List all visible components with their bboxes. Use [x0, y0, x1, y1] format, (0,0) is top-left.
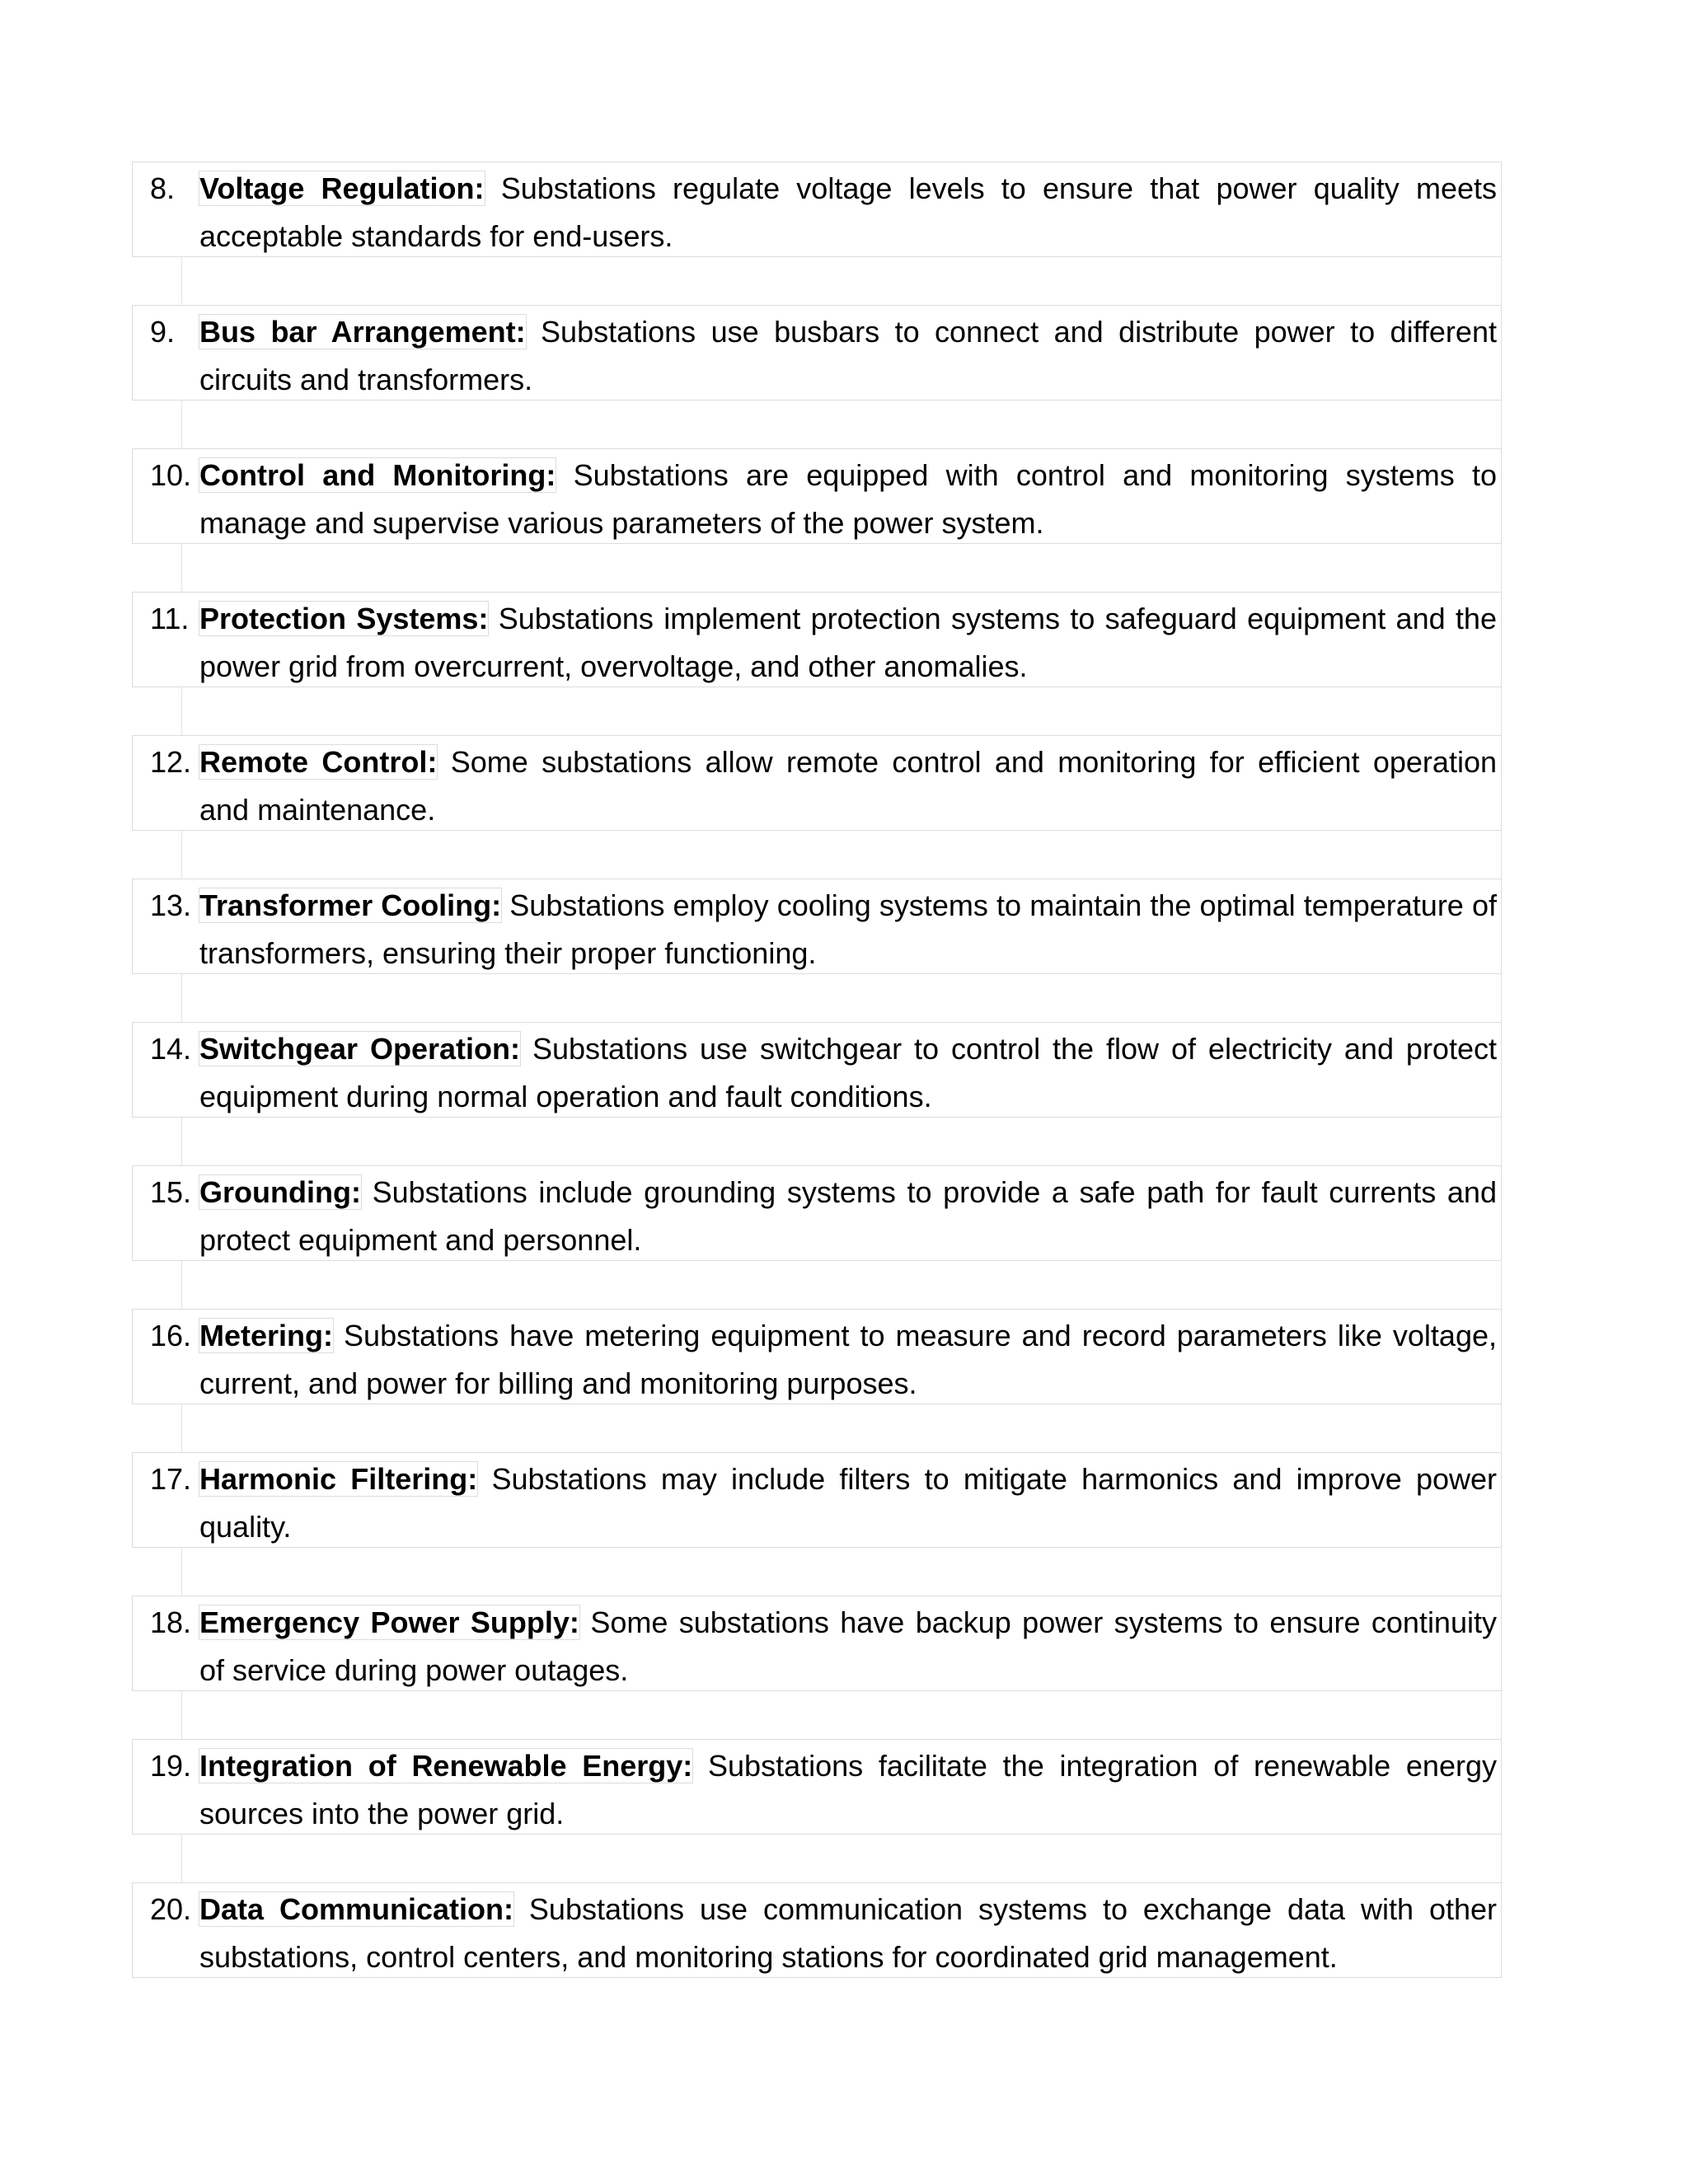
- list-item: [132, 1022, 1502, 1118]
- item-label: Emergency Power Supply:: [199, 1605, 579, 1639]
- item-description: Substations are equipped with control and monitoring systems to manage and supervise various parameters of the power system.: [199, 458, 1497, 540]
- list-item: [132, 879, 1502, 974]
- item-description: Some substations have backup power systems to ensure continuity of service during power outages.: [199, 1605, 1497, 1687]
- item-label: Bus bar Arrangement:: [199, 315, 526, 349]
- item-description: Substations facilitate the integration of renewable energy sources into the power grid.: [199, 1749, 1497, 1830]
- item-text: [199, 165, 1497, 260]
- item-spacer: [181, 1404, 1502, 1452]
- item-description: Substations use busbars to connect and distribute power to different circuits and transformers.: [199, 315, 1497, 396]
- item-text: [199, 1169, 1497, 1264]
- item-spacer: [181, 401, 1502, 448]
- item-text: [199, 882, 1497, 977]
- item-label: Grounding:: [199, 1175, 361, 1209]
- item-number: 15.: [150, 1175, 192, 1209]
- list-item: [132, 1309, 1502, 1404]
- item-description: Substations have metering equipment to measure and record parameters like voltage, current, and power for billing and monitoring purposes.: [199, 1319, 1497, 1400]
- item-text: [199, 1599, 1497, 1694]
- item-spacer: [181, 1548, 1502, 1596]
- item-label: Protection Systems:: [199, 602, 489, 635]
- list-item: [132, 592, 1502, 687]
- list-item: [132, 448, 1502, 544]
- item-number: 8.: [150, 171, 176, 205]
- item-text: [199, 452, 1497, 547]
- item-label: Metering:: [199, 1319, 333, 1352]
- item-label: Remote Control:: [199, 745, 438, 779]
- item-text: [199, 1025, 1497, 1121]
- item-description: Substations implement protection systems to safeguard equipment and the power grid from overcurrent, overvoltage, and other anomalies.: [199, 602, 1497, 683]
- item-spacer: [181, 1691, 1502, 1739]
- numbered-list: [132, 162, 1502, 2026]
- item-description: Substations may include filters to mitigate harmonics and improve power quality.: [199, 1462, 1497, 1544]
- item-number: 13.: [150, 888, 192, 922]
- item-text: [199, 1742, 1497, 1838]
- item-number: 9.: [150, 315, 176, 349]
- item-label: Control and Monitoring:: [199, 458, 556, 492]
- item-number: 17.: [150, 1462, 192, 1496]
- item-spacer: [181, 544, 1502, 592]
- item-label: Harmonic Filtering:: [199, 1462, 478, 1496]
- item-number: 18.: [150, 1605, 192, 1639]
- list-item: [132, 1596, 1502, 1691]
- item-spacer: [181, 974, 1502, 1022]
- item-description: Substations regulate voltage levels to ensure that power quality meets acceptable standards for end-users.: [199, 171, 1497, 253]
- item-description: Substations include grounding systems to provide a safe path for fault currents and protect equipment and personnel.: [199, 1175, 1497, 1257]
- item-description: Substations employ cooling systems to maintain the optimal temperature of transformers, ensuring their proper functioning.: [199, 888, 1497, 970]
- item-text: [199, 738, 1497, 834]
- item-label: Integration of Renewable Energy:: [199, 1749, 693, 1783]
- item-description: Substations use communication systems to exchange data with other substations, control centers, and monitoring stations for coordinated grid management.: [199, 1892, 1497, 1974]
- item-number: 14.: [150, 1032, 192, 1066]
- list-item: [132, 1452, 1502, 1548]
- item-description: Some substations allow remote control and monitoring for efficient operation and maintenance.: [199, 745, 1497, 827]
- item-number: 20.: [150, 1892, 192, 1926]
- item-spacer: [181, 1835, 1502, 1882]
- item-spacer: [181, 831, 1502, 879]
- list-item: [132, 1882, 1502, 1978]
- list-item: [132, 735, 1502, 831]
- item-label: Transformer Cooling:: [199, 888, 502, 922]
- item-description: Substations use switchgear to control the flow of electricity and protect equipment during normal operation and fault conditions.: [199, 1032, 1497, 1113]
- item-text: [199, 1312, 1497, 1408]
- list-item: [132, 305, 1502, 401]
- item-number: 16.: [150, 1319, 192, 1352]
- list-item: [132, 162, 1502, 257]
- item-number: 11.: [150, 602, 190, 635]
- item-text: [199, 595, 1497, 691]
- item-text: [199, 1886, 1497, 1981]
- item-number: 12.: [150, 745, 192, 779]
- item-number: 10.: [150, 458, 192, 492]
- item-number: 19.: [150, 1749, 192, 1783]
- item-text: [199, 1455, 1497, 1551]
- item-spacer: [181, 1261, 1502, 1309]
- item-label: Switchgear Operation:: [199, 1032, 521, 1066]
- item-label: Data Communication:: [199, 1892, 513, 1926]
- list-item: [132, 1165, 1502, 1261]
- list-item: [132, 1739, 1502, 1835]
- item-label: Voltage Regulation:: [199, 171, 485, 205]
- item-spacer: [181, 257, 1502, 305]
- item-spacer: [181, 687, 1502, 735]
- item-text: [199, 308, 1497, 404]
- item-spacer: [181, 1118, 1502, 1165]
